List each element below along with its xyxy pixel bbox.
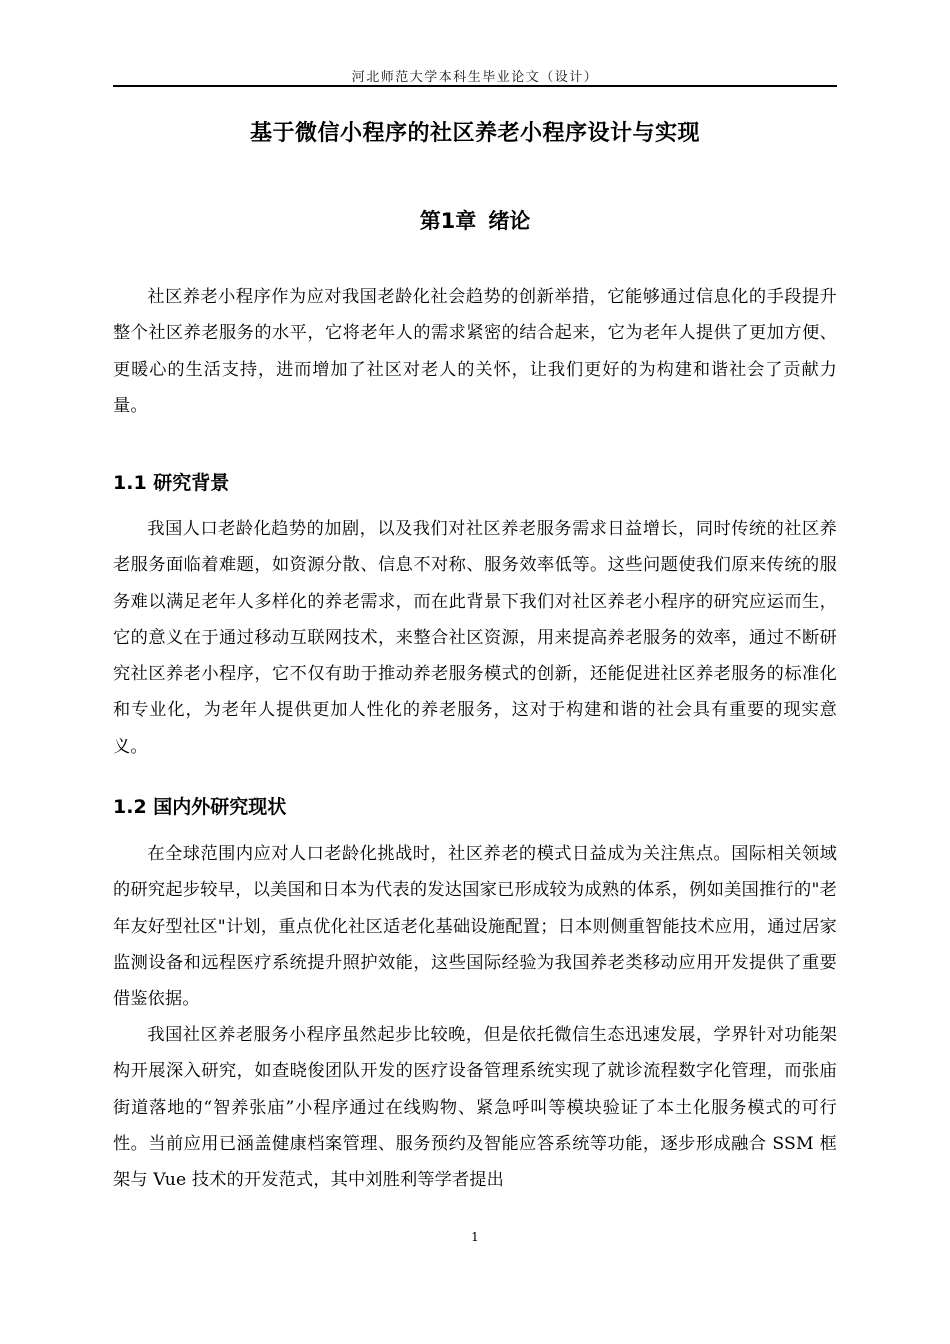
section-heading-1-2: 1.2 国内外研究现状 [113, 796, 287, 818]
intro-paragraph: 社区养老小程序作为应对我国老龄化社会趋势的创新举措，它能够通过信息化的手段提升整个社区养老服务的水平，它将老年人的需求紧密的结合起来，它为老年人提供了更加方便、更暖心的生活支持，进而增加了社区对老人的关怀，让我们更好的为构建和谐社会了贡献力量。 [113, 287, 837, 416]
research-status-paragraph-1: 在全球范围内应对人口老龄化挑战时，社区养老的模式日益成为关注焦点。国际相关领域的研究起步较早，以美国和日本为代表的发达国家已形成较为成熟的体系，例如美国推行的"老年友好型社区"计划，重点优化社区适老化基础设施配置；日本则侧重智能技术应用，通过居家监测设备和远程医疗系统提升照护效能，这些国际经验为我国养老类移动应用开发提供了重要借鉴依据。 [113, 844, 837, 1010]
running-header: 河北师范大学本科生毕业论文（设计） [351, 70, 599, 85]
chapter-title [113, 205, 837, 235]
page-number: 1 [471, 1230, 479, 1244]
background-paragraph: 我国人口老龄化趋势的加剧，以及我们对社区养老服务需求日益增长，同时传统的社区养老服务面临着难题，如资源分散、信息不对称、服务效率低等。这些问题使我们原来传统的服务难以满足老年人多样化的养老需求，而在此背景下我们对社区养老小程序的研究应运而生，它的意义在于通过移动互联网技术，来整合社区资源，用来提高养老服务的效率，通过不断研究社区养老小程序，它不仅有助于推动养老服务模式的创新，还能促进社区养老服务的标准化和专业化，为老年人提供更加人性化的养老服务，这对于构建和谐的社会具有重要的现实意义。 [113, 519, 837, 757]
header-rule [113, 85, 837, 87]
chapter-name: 绪论 [488, 209, 531, 233]
research-status-paragraph-2: 我国社区养老服务小程序虽然起步比较晚，但是依托微信生态迅速发展，学界针对功能架构开展深入研究，如查晓俊团队开发的医疗设备管理系统实现了就诊流程数字化管理，而张庙街道落地的“智养张庙”小程序通过在线购物、紧急呼叫等模块验证了本土化服务模式的可行性。当前应用已涵盖健康档案管理、服务预约及智能应答系统等功能，逐步形成融合 SSM 框架与 Vue 技术的开发范式，其中刘胜利等学者提出 [113, 1025, 837, 1191]
section-heading-1-1: 1.1 研究背景 [113, 472, 230, 494]
document-title: 基于微信小程序的社区养老小程序设计与实现 [249, 121, 700, 146]
chapter-number: 第1章 [419, 209, 477, 233]
